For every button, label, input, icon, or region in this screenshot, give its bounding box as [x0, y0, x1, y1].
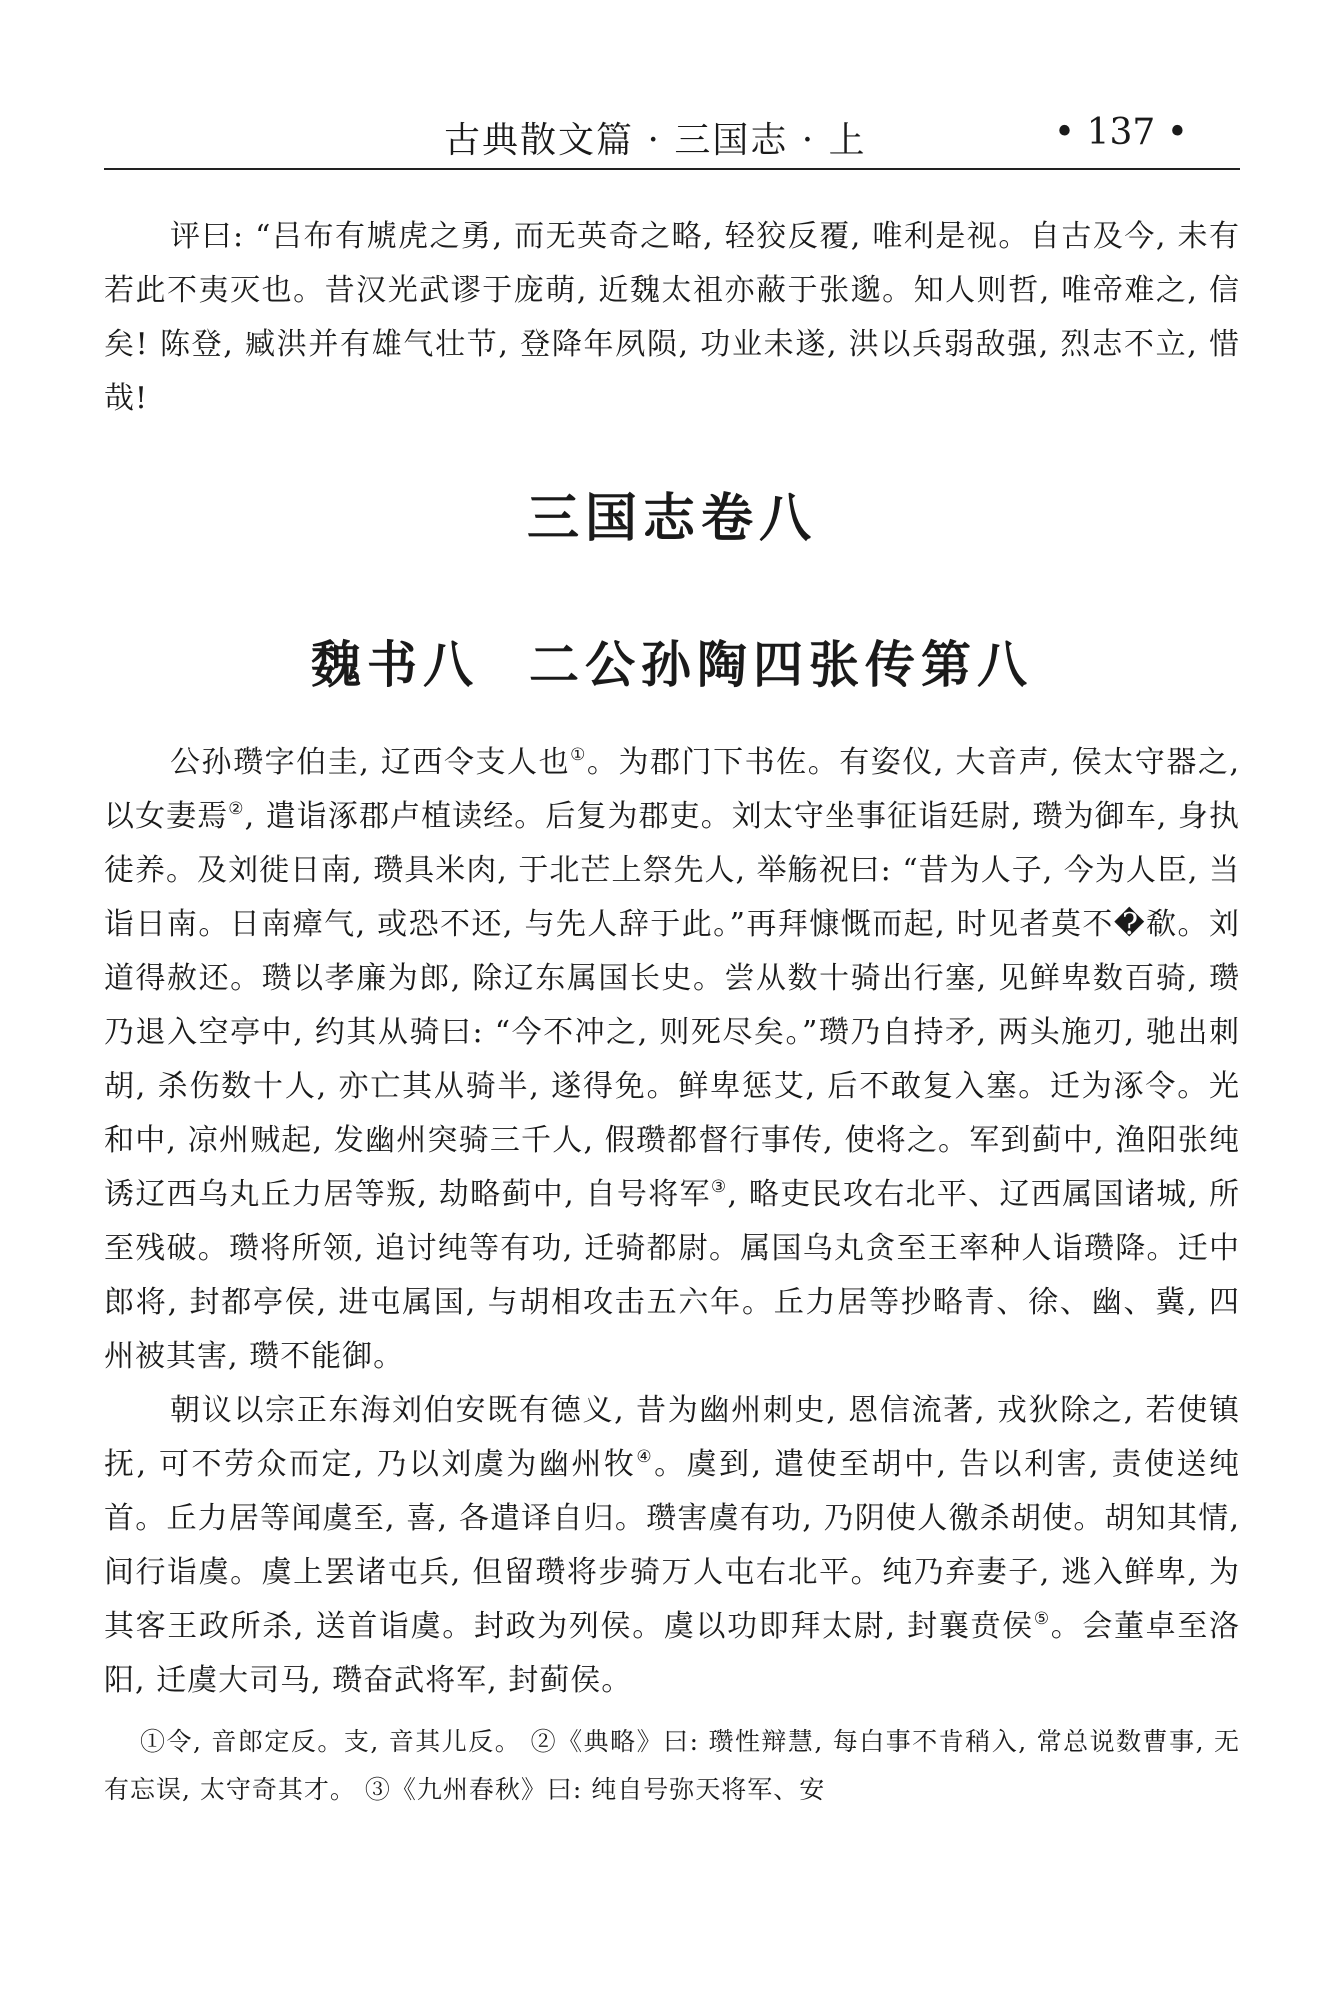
para2-text-1: 朝议以宗正东海刘伯安既有德义, 昔为幽州刺史, 恩信流著, 戎狄除之, 若使镇抚, 可不劳众而定, 乃以刘虞为幽州牧	[104, 1393, 1240, 1482]
comment-paragraph: 评曰: “吕布有虓虎之勇, 而无英奇之略, 轻狡反覆, 唯利是视。自古及今, 未有若此不夷灭也。昔汉光武谬于庞萌, 近魏太祖亦蔽于张邈。知人则哲, 唯帝难之, 信矣! 陈登, 臧洪并有雄气壮节, 登降年夙陨, 功业未遂, 洪以兵弱敌强, 烈志不立, 惜哉!	[104, 219, 1240, 416]
footnotes	[104, 1718, 1240, 1814]
footnote-ref-3: ③	[710, 1177, 728, 1197]
chapter-title-part1: 魏书八	[311, 636, 479, 694]
footnote-ref-1: ①	[570, 745, 587, 765]
page-header	[104, 104, 1240, 166]
para2-text-3: 。会董卓至洛阳, 迁虞大司马, 瓒奋武将军, 封蓟侯。	[104, 1609, 1240, 1698]
para1-text-2: 。为郡门下书佐。有姿仪, 大音声, 侯太守器之, 以女妻焉	[104, 745, 1240, 834]
para2-text-2: 。虞到, 遣使至胡中, 告以利害, 责使送纯首。丘力居等闻虞至, 喜, 各遣译自归。瓒害虞有功, 乃阴使人徼杀胡使。胡知其情, 间行诣虞。虞上罢诸屯兵, 但留瓒将步骑万人屯右北平。纯乃弃妻子, 逃入鲜卑, 为其客王政所杀, 送首诣虞。封政为列侯。虞以功即拜太尉, 封襄贲侯	[104, 1447, 1240, 1644]
body-paragraph-1	[104, 736, 1240, 1384]
footnote-ref-5: ⑤	[1033, 1609, 1051, 1629]
running-title: 古典散文篇 · 三国志 · 上	[444, 120, 867, 161]
footnote-ref-2: ②	[228, 799, 245, 819]
page-number: • 137 •	[1053, 112, 1188, 153]
footnote-ref-4: ④	[636, 1447, 655, 1467]
header-rule	[104, 168, 1240, 170]
page-body	[104, 210, 1240, 1814]
body-paragraph-2	[104, 1384, 1240, 1708]
chapter-title-part2: 二公孙陶四张传第八	[529, 636, 1033, 694]
para1-text-1: 公孙瓒字伯圭, 辽西令支人也	[170, 745, 571, 780]
volume-title: 三国志卷八	[526, 489, 817, 549]
chapter-title	[104, 630, 1240, 700]
para1-text-3: , 遣诣涿郡卢植读经。后复为郡吏。刘太守坐事征诣廷尉, 瓒为御车, 身执徒养。及刘徙日南, 瓒具米肉, 于北芒上祭先人, 举觞祝曰: “昔为人子, 今为人臣, 当诣日南。日南瘴气, 或恐不还, 与先人辞于此。”再拜慷慨而起, 时见者莫不�欷。刘道得赦还。瓒以孝廉为郎, 除辽东属国长史。尝从数十骑出行塞, 见鲜卑数百骑, 瓒乃退入空亭中, 约其从骑曰: “今不冲之, 则死尽矣。”瓒乃自持矛, 两头施刃, 驰出刺胡, 杀伤数十人, 亦亡其从骑半, 遂得免。鲜卑惩艾, 后不敢复入塞。迁为涿令。光和中, 凉州贼起, 发幽州突骑三千人, 假瓒都督行事传, 使将之。军到蓟中, 渔阳张纯诱辽西乌丸丘力居等叛, 劫略蓟中, 自号将军	[104, 799, 1240, 1212]
footnotes-text: ①令, 音郎定反。支, 音其儿反。 ②《典略》曰: 瓒性辩慧, 每白事不肯稍入, 常总说数曹事, 无有忘误, 太守奇其才。 ③《九州春秋》曰: 纯自号弥天将军、安	[104, 1727, 1240, 1804]
para1-text-4: , 略吏民攻右北平、辽西属国诸城, 所至残破。瓒将所领, 追讨纯等有功, 迁骑都尉。属国乌丸贪至王率种人诣瓒降。迁中郎将, 封都亭侯, 进屯属国, 与胡相攻击五六年。丘力居等抄略青、徐、幽、冀, 四州被其害, 瓒不能御。	[104, 1177, 1240, 1374]
